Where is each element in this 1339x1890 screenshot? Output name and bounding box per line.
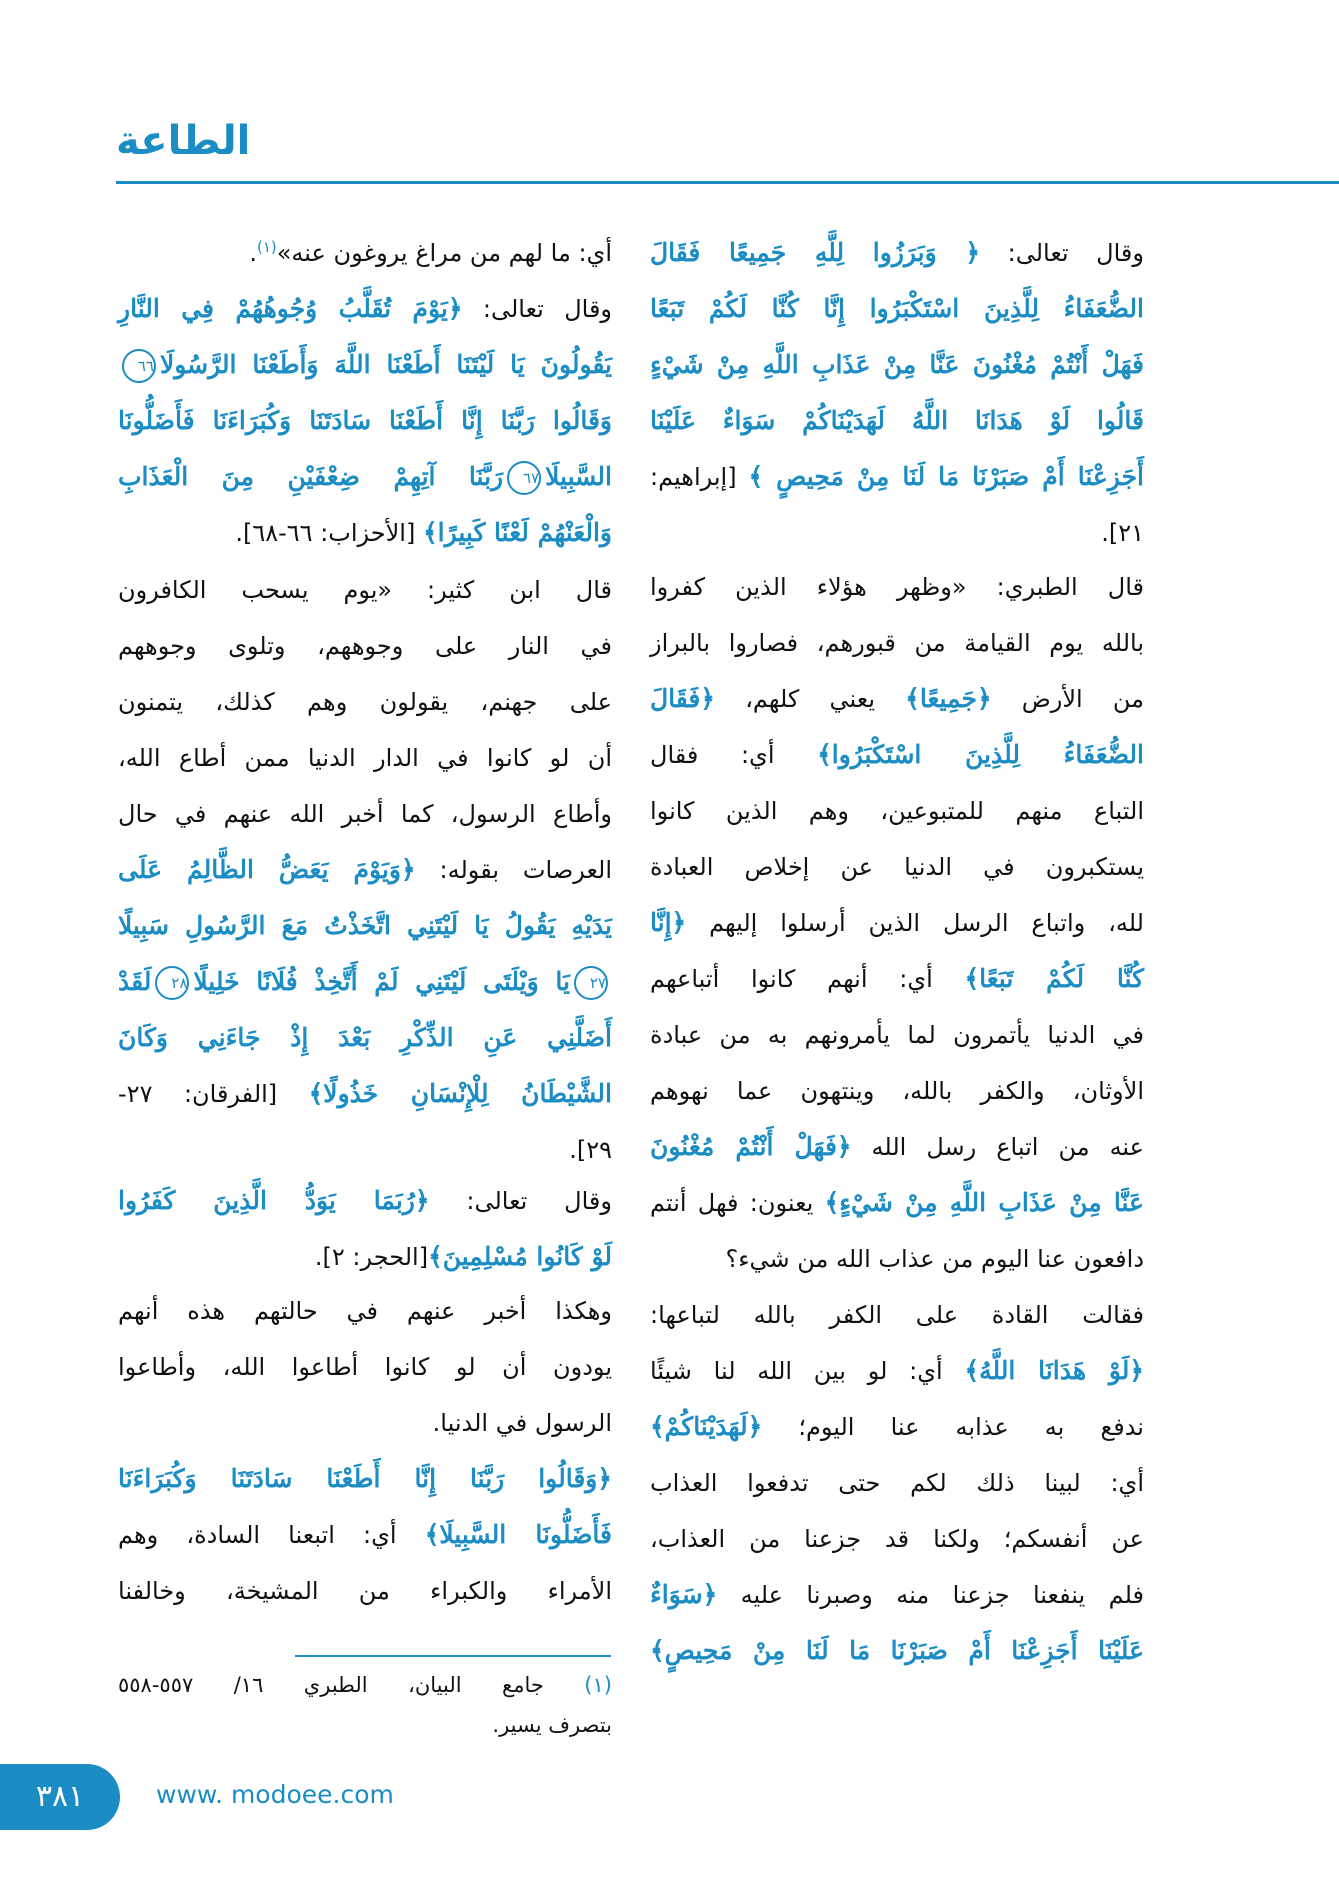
text-line [650,1119,1144,1175]
quran-verse-text: عَنَّا مِنْ عَذَابِ اللَّهِ مِنْ شَيْءٍ﴾ [824,1188,1144,1217]
body-text: أي: ما لهم من مراغ يروغون عنه» [276,239,612,267]
text-line [650,783,1144,839]
text-line [118,674,612,730]
left-col-block-3 [118,1173,612,1285]
right-col-block-2 [650,559,1144,1679]
text-line [118,1122,612,1178]
chapter-title: الطاعة [116,118,251,164]
body-text: الرسول في الدنيا. [432,1409,612,1437]
text-line [650,1007,1144,1063]
body-text: عنه من اتباع رسل الله [851,1133,1144,1161]
text-line [650,1231,1144,1287]
text-line [650,1511,1144,1567]
text-line [650,505,1144,561]
text-line [650,615,1144,671]
quran-verse-text: قَالُوا لَوْ هَدَانَا اللَّهُ لَهَدَيْنَاكُمْ سَوَاءٌ عَلَيْنَا [650,406,1144,435]
body-text: العرصات بقوله: [415,856,612,884]
text-line [650,727,1144,783]
footnote-text: جامع البيان، الطبري ١٦/ ٥٥٧-٥٥٨ [118,1673,585,1697]
left-col-block-4 [118,1283,612,1619]
text-line [118,618,612,674]
quran-verse-text: أَضَلَّنِي عَنِ الذِّكْرِ بَعْدَ إِذْ جَاءَنِي وَكَانَ [118,1023,612,1052]
body-text: قال الطبري: «وظهر هؤلاء الذين كفروا [650,573,1144,601]
text-line [118,1395,612,1451]
quran-verse-text: رَبَّنَا آتِهِمْ ضِعْفَيْنِ مِنَ الْعَذَابِ [118,462,504,491]
footnote-number: (١) [584,1673,612,1697]
quran-verse-text: لَقَدْ [118,967,152,996]
body-text: من الأرض [991,685,1145,713]
body-text: وقال تعالى: [429,1187,612,1215]
text-line [650,1399,1144,1455]
body-text: على جهنم، يقولون وهم كذلك، يتمنون [118,688,612,716]
body-text: وقال تعالى: [462,295,613,323]
text-line [118,1173,612,1229]
text-line [118,1339,612,1395]
body-text: يودون أن لو كانوا أطاعوا الله، وأطاعوا [118,1353,612,1381]
text-line [650,449,1144,505]
text-line [650,393,1144,449]
text-line [118,842,612,898]
quran-verse-text: ﴿جَمِيعًا﴾ [905,684,992,713]
text-line [118,898,612,954]
body-text: يعني كلهم، [715,685,906,713]
body-text: [الأحزاب: ٦٦-٦٨]. [235,519,423,547]
text-line [118,1563,612,1619]
quran-verse-text: الضُّعَفَاءُ لِلَّذِينَ اسْتَكْبَرُوا إِنَّا كُنَّا لَكُمْ تَبَعًا [650,294,1144,323]
text-line [650,895,1144,951]
body-text: بالله يوم القيامة من قبورهم، فصاروا بالبراز [650,629,1144,657]
body-text: الأوثان، والكفر بالله، وينتهون عما نهوهم [650,1077,1144,1105]
footnote-rule [295,1655,611,1657]
text-line [650,1063,1144,1119]
body-text: وهكذا أخبر عنهم في حالتهم هذه أنهم [118,1297,612,1325]
body-text: ٢١]. [1101,519,1144,547]
body-text: يعنون: فهل أنتم [650,1189,825,1217]
text-line [650,559,1144,615]
quran-verse-text: وَالْعَنْهُمْ لَعْنًا كَبِيرًا﴾ [422,518,612,547]
quran-verse-text: ﴿رُبَمَا يَوَدُّ الَّذِينَ كَفَرُوا [118,1186,430,1215]
quran-verse-text: ﴿ وَبَرَزُوا لِلَّهِ جَمِيعًا فَقَالَ [650,238,981,267]
text-line [650,337,1144,393]
text-line [118,1066,612,1122]
text-line [650,1343,1144,1399]
body-text: أي: اتبعنا السادة، وهم [118,1521,425,1549]
body-text: في الدنيا يأتمرون لما يأمرونهم به من عبادة [650,1021,1144,1049]
body-text: في النار على وجوههم، وتلوى وجوههم [118,632,612,660]
text-line [118,225,612,281]
quran-verse-text: ﴿فَهَلْ أَنْتُمْ مُغْنُونَ [650,1132,852,1161]
body-text: التباع منهم للمتبوعين، وهم الذين كانوا [650,797,1144,825]
text-line [118,1010,612,1066]
text-line [650,951,1144,1007]
body-text: الأمراء والكبراء من المشيخة، وخالفنا [118,1577,612,1605]
body-text: عن أنفسكم؛ ولكنا قد جزعنا من العذاب، [650,1525,1144,1553]
text-line [118,281,612,337]
text-line [118,1507,612,1563]
quran-verse-text: الضُّعَفَاءُ لِلَّذِينَ اسْتَكْبَرُوا﴾ [817,740,1144,769]
footnote-reference[interactable]: (١) [256,238,277,256]
body-text: قال ابن كثير: «يوم يسحب الكافرون [118,576,612,604]
body-text: أي: لبينا ذلك لكم حتى تدفعوا العذاب [650,1469,1144,1497]
body-text: أن لو كانوا في الدار الدنيا ممن أطاع الله، [118,744,612,772]
quran-verse-text: ﴿لَوْ هَدَانَا اللَّهُ﴾ [964,1356,1145,1385]
quran-verse-text: ﴿وَيَوْمَ يَعَضُّ الظَّالِمُ عَلَى [118,855,416,884]
quran-verse-text: يَقُولُونَ يَا لَيْتَنَا أَطَعْنَا اللَّهَ وَأَطَعْنَا الرَّسُولَا [160,350,612,379]
body-text: فلم ينفعنا جزعنا منه وصبرنا عليه [717,1581,1144,1609]
quran-verse-text: كُنَّا لَكُمْ تَبَعًا﴾ [964,964,1144,993]
text-line [650,1287,1144,1343]
left-col-block-2 [118,562,612,1178]
text-line [118,1451,612,1507]
text-line [650,1623,1144,1679]
quran-verse-text: يَا وَيْلَتَى لَيْتَنِي لَمْ أَتَّخِذْ فُلَانًا خَلِيلًا [193,967,570,996]
body-text: وقال تعالى: [980,239,1144,267]
quran-verse-text: ﴿سَوَاءٌ [650,1580,718,1609]
footnote [118,1665,612,1745]
body-text: فقالت القادة على الكفر بالله لتباعها: [650,1301,1144,1329]
body-text: ندفع به عذابه عنا اليوم؛ [762,1413,1144,1441]
text-line [650,671,1144,727]
quran-verse-text: فَأَضَلُّونَا السَّبِيلَا﴾ [424,1520,612,1549]
quran-verse-text: ﴿يَوْمَ تُقَلَّبُ وُجُوهُهُمْ فِي النَّارِ [118,294,463,323]
quran-verse-text: فَهَلْ أَنْتُمْ مُغْنُونَ عَنَّا مِنْ عَذَابِ اللَّهِ مِنْ شَيْءٍ [650,350,1144,379]
body-text: لله، واتباع الرسل الذين أرسلوا إليهم [686,909,1144,937]
body-text: [إبراهيم: [650,463,749,491]
footnote-text-2: بتصرف يسير. [492,1713,612,1737]
body-text: . [249,239,257,267]
quran-verse-text: لَوْ كَانُوا مُسْلِمِينَ﴾ [428,1242,612,1271]
body-text: ٢٩]. [569,1136,612,1164]
quran-verse-text: ﴿إِنَّا [650,908,687,937]
quran-verse-text: ﴿فَقَالَ [650,684,716,713]
body-text: أي: فقال [650,741,818,769]
quran-verse-text: يَدَيْهِ يَقُولُ يَا لَيْتَنِي اتَّخَذْتُ مَعَ الرَّسُولِ سَبِيلًا [118,911,612,940]
quran-verse-text: عَلَيْنَا أَجَزِعْنَا أَمْ صَبَرْنَا مَا لَنَا مِنْ مَحِيصٍ﴾ [650,1636,1144,1665]
body-text: [الفرقان: ٢٧- [118,1080,309,1108]
text-line [118,562,612,618]
body-text: [الحجر: ٢]. [314,1243,429,1271]
body-text: دافعون عنا اليوم من عذاب الله من شيء؟ [725,1245,1144,1273]
text-line [650,1567,1144,1623]
left-col-block-1 [118,225,612,561]
quran-verse-text: وَقَالُوا رَبَّنَا إِنَّا أَطَعْنَا سَادَتَنَا وَكُبَرَاءَنَا فَأَضَلُّونَا [118,406,612,435]
body-text: وأطاع الرسول، كما أخبر الله عنهم في حال [118,800,612,828]
text-line [650,1455,1144,1511]
text-line [118,786,612,842]
quran-verse-text: ﴿لَهَدَيْنَاكُمْ﴾ [650,1412,763,1441]
text-line [650,1175,1144,1231]
body-text: أي: لو بين الله لنا شيئًا [650,1357,965,1385]
text-line [118,954,612,1010]
quran-verse-text: السَّبِيلَا [545,462,612,491]
text-line [650,225,1144,281]
text-line [118,1283,612,1339]
text-line [650,839,1144,895]
quran-verse-text: ﴿وَقَالُوا رَبَّنَا إِنَّا أَطَعْنَا سَادَتَنَا وَكُبَرَاءَنَا [118,1464,612,1493]
text-line [118,393,612,449]
text-line [118,1229,612,1285]
quran-verse-text: الشَّيْطَانُ لِلْإِنْسَانِ خَذُولًا﴾ [308,1079,612,1108]
text-line [118,337,612,393]
text-line [118,730,612,786]
verse-number-marker: ٢٧ [574,966,608,1000]
header-rule [116,181,1339,184]
right-col-block-1 [650,225,1144,561]
quran-verse-text: أَجَزِعْنَا أَمْ صَبَرْنَا مَا لَنَا مِنْ مَحِيصٍ ﴾ [748,462,1144,491]
text-line [650,281,1144,337]
text-line [118,449,612,505]
page-number-tab: ٣٨١ [0,1764,120,1830]
verse-number-marker: ٦٧ [507,461,541,495]
verse-number-marker: ٦٦ [122,349,156,383]
body-text: أي: أنهم كانوا أتباعهم [650,965,965,993]
body-text: يستكبرون في الدنيا عن إخلاص العبادة [650,853,1144,881]
text-line [118,505,612,561]
website-link[interactable]: www. modoee.com [156,1780,394,1809]
verse-number-marker: ٢٨ [155,966,189,1000]
